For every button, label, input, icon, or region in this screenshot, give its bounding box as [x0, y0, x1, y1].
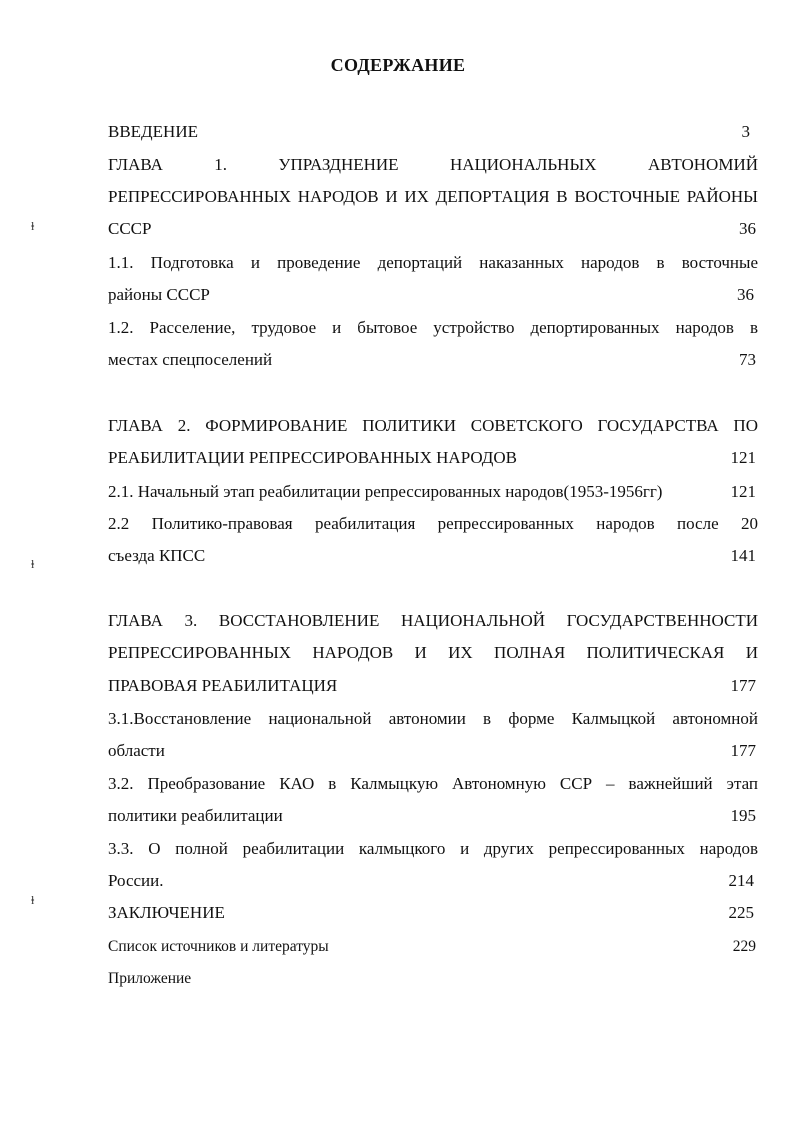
toc-page-number: 225: [728, 903, 754, 922]
toc-entry-conclusion: [108, 902, 758, 924]
toc-section-3-2-line-1: 3.2. Преобразование КАО в Калмыцкую Автономную ССР – важнейший этап: [108, 774, 758, 793]
toc-chapter-3-line-1: ГЛАВА 3. ВОССТАНОВЛЕНИЕ НАЦИОНАЛЬНОЙ ГОСУДАРСТВЕННОСТИ: [108, 611, 758, 630]
toc-page-number: 3: [741, 122, 750, 141]
toc-page-number: 177: [730, 741, 756, 760]
toc-label: РЕАБИЛИТАЦИИ РЕПРЕССИРОВАННЫХ НАРОДОВ: [108, 448, 518, 467]
toc-chapter-1-line-2: РЕПРЕССИРОВАННЫХ НАРОДОВ И ИХ ДЕПОРТАЦИЯ В ВОСТОЧНЫЕ РАЙОНЫ: [108, 187, 758, 206]
toc-page-number: 141: [730, 546, 756, 565]
toc-section-3-2-line-2: [108, 805, 758, 827]
toc-page-number: 177: [730, 676, 756, 695]
toc-label: ВВЕДЕНИЕ: [108, 122, 198, 141]
toc-section-2-1: [108, 481, 758, 503]
toc-label: Список источников и литературы: [108, 938, 329, 955]
toc-section-1-1-line-2: [108, 284, 758, 306]
toc-label: области: [108, 741, 165, 760]
toc-entry-sources: [108, 936, 758, 958]
toc-section-3-1-line-2: [108, 740, 758, 762]
page-title: СОДЕРЖАНИЕ: [330, 55, 466, 75]
scan-speck: ⱡ: [31, 219, 35, 233]
toc-page-number: 229: [732, 938, 756, 955]
toc-label: России.: [108, 871, 164, 890]
toc-label: районы СССР: [108, 285, 210, 304]
toc-page-number: 195: [730, 806, 756, 825]
toc-section-2-2-line-1: 2.2 Политико-правовая реабилитация репрессированных народов после 20: [108, 514, 758, 533]
toc-label: 2.1. Начальный этап реабилитации репрессированных народов(1953-1956гг): [108, 482, 663, 501]
toc-label: местах спецпоселений: [108, 350, 273, 369]
toc-entry-intro: [108, 121, 758, 143]
toc-chapter-1-line-1: ГЛАВА 1. УПРАЗДНЕНИЕ НАЦИОНАЛЬНЫХ АВТОНОМИЙ: [108, 155, 758, 174]
toc-section-2-2-line-2: [108, 545, 758, 567]
toc-entry-appendix: Приложение: [108, 970, 192, 987]
toc-chapter-3-line-3: [108, 675, 758, 697]
toc-label: ПРАВОВАЯ РЕАБИЛИТАЦИЯ: [108, 676, 338, 695]
toc-section-3-3-line-2: [108, 870, 758, 892]
toc-section-3-3-line-1: 3.3. О полной реабилитации калмыцкого и других репрессированных народов: [108, 839, 758, 858]
toc-page-number: 36: [737, 285, 754, 304]
scan-speck: ⱡ: [31, 893, 35, 907]
toc-section-1-2-line-2: [108, 349, 758, 371]
toc-label: ЗАКЛЮЧЕНИЕ: [108, 903, 225, 922]
toc-page-number: 36: [739, 219, 756, 238]
toc-chapter-2-line-2: [108, 447, 758, 469]
toc-label: политики реабилитации: [108, 806, 283, 825]
toc-page-number: 73: [739, 350, 756, 369]
toc-chapter-2-line-1: ГЛАВА 2. ФОРМИРОВАНИЕ ПОЛИТИКИ СОВЕТСКОГО ГОСУДАРСТВА ПО: [108, 416, 758, 435]
toc-page-number: 121: [730, 482, 756, 501]
toc-chapter-1-line-3: [108, 218, 758, 240]
toc-label: съезда КПСС: [108, 546, 206, 565]
toc-section-3-1-line-1: 3.1.Восстановление национальной автономии в форме Калмыцкой автономной: [108, 709, 758, 728]
scan-speck: ⱡ: [31, 557, 35, 571]
toc-page-number: 121: [730, 448, 756, 467]
toc-page-number: 214: [728, 871, 754, 890]
toc-section-1-1-line-1: 1.1. Подготовка и проведение депортаций наказанных народов в восточные: [108, 253, 758, 272]
toc-section-1-2-line-1: 1.2. Расселение, трудовое и бытовое устройство депортированных народов в: [108, 318, 758, 337]
toc-label: СССР: [108, 219, 152, 238]
toc-chapter-3-line-2: РЕПРЕССИРОВАННЫХ НАРОДОВ И ИХ ПОЛНАЯ ПОЛИТИЧЕСКАЯ И: [108, 643, 758, 662]
